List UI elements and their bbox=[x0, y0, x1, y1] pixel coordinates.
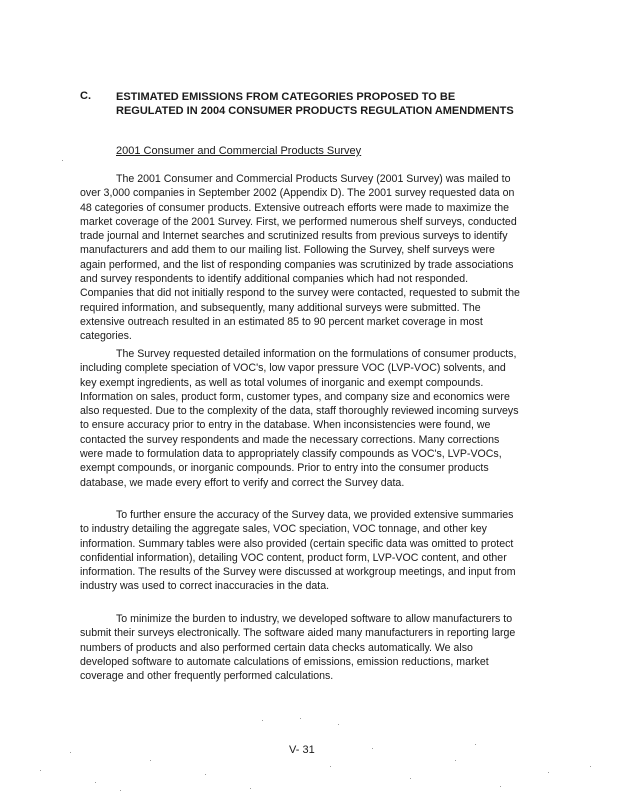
paragraph-survey-overview: The 2001 Consumer and Commercial Products Survey (2001 Survey) was mailed to over 3,000 companies in September 2002 (Appendix D). The 2001 survey requested data on 48 categories of consumer products. Extensive outreach efforts were made to maximize the market coverage of the 2001 Survey. First, we performed numerous shelf surveys, conducted trade journal and Internet searches and scrutinized results from previous surveys to identify manufacturers and add them to our mailing list. Following the Survey, shelf surveys were again performed, and the list of responding companies was scrutinized by trade associations and survey respondents to identify additional companies which had not responded. Companies that did not initially respond to the survey were contacted, requested to submit the required information, and subsequently, many additional surveys were submitted. The extensive outreach resulted in an estimated 85 to 90 percent market coverage in most categories. bbox=[80, 173, 520, 343]
survey-subheading: 2001 Consumer and Commercial Products Survey bbox=[116, 145, 362, 157]
paragraph-software: To minimize the burden to industry, we developed software to allow manufacturers to submit their surveys electronically. The software aided many manufacturers in reporting large numbers of products and also performed certain data checks automatically. We also developed software to automate calculations of emissions, emission reductions, market coverage and other frequently performed calculations. bbox=[80, 613, 516, 683]
section-letter: C. bbox=[80, 90, 91, 102]
paragraph-data-accuracy: To further ensure the accuracy of the Survey data, we provided extensive summaries to industry detailing the aggregate sales, VOC speciation, VOC tonnage, and other key information. Summary tables were also provided (certain specific data was omitted to protect confidential information), detailing VOC content, product form, LVP-VOC content, and other information. The results of the Survey were discussed at workgroup meetings, and input from industry was used to correct inaccuracies in the data. bbox=[80, 509, 516, 593]
page-number: V- 31 bbox=[289, 744, 315, 756]
paragraph-survey-details: The Survey requested detailed information on the formulations of consumer products, including complete speciation of VOC's, low vapor pressure VOC (LVP-VOC) solvents, and key exempt ingredients, as well as total volumes of inorganic and exempt compounds. Information on sales, product form, customer types, and company size and economics were also requested. Due to the complexity of the data, staff thoroughly reviewed incoming surveys to ensure accuracy prior to entry in the database. When inconsistencies were found, we contacted the survey respondents and made the necessary corrections. Many corrections were made to formulation data to appropriately classify compounds as VOC's, LVP-VOCs, exempt compounds, or inorganic compounds. Prior to entry into the consumer products database, we made every effort to verify and correct the Survey data. bbox=[80, 348, 519, 489]
section-title: ESTIMATED EMISSIONS FROM CATEGORIES PROPOSED TO BE REGULATED IN 2004 CONSUMER PRODUCTS REGULATION AMENDMENTS bbox=[116, 91, 514, 117]
